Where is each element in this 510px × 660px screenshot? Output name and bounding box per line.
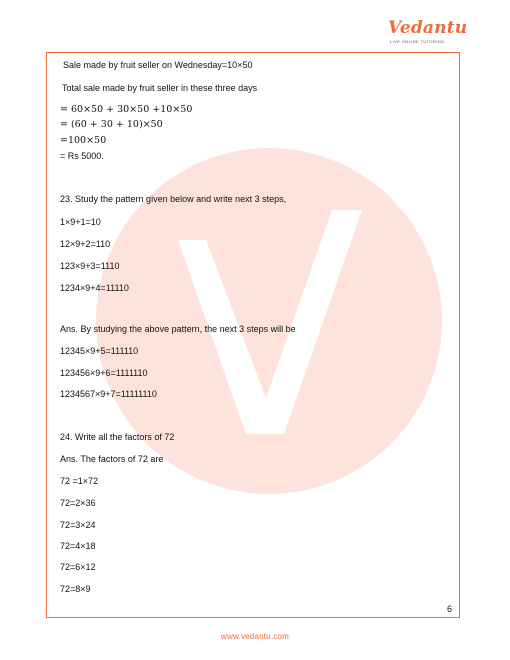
factor-line-5: 72=6×12 xyxy=(60,562,96,572)
text-line-wednesday-sale: Sale made by fruit seller on Wednesday=10×50 xyxy=(63,60,253,70)
factor-line-2: 72=2×36 xyxy=(60,498,96,508)
logo-text: Vedantu xyxy=(388,18,468,38)
pattern-step-1: 1×9+1=10 xyxy=(60,217,101,227)
equation-line-result: = Rs 5000. xyxy=(60,151,104,161)
factor-line-1: 72 =1×72 xyxy=(60,476,99,486)
pattern-step-2: 12×9+2=110 xyxy=(60,239,111,249)
pattern-step-3: 123×9+3=1110 xyxy=(60,261,120,271)
text-line-total-sale: Total sale made by fruit seller in these three days xyxy=(62,83,258,93)
question-23: 23. Study the pattern given below and write next 3 steps, xyxy=(60,194,287,204)
factor-line-6: 72=8×9 xyxy=(60,584,91,594)
pattern-step-6: 123456×9+6=1111110 xyxy=(60,368,148,378)
question-24: 24. Write all the factors of 72 xyxy=(60,432,175,442)
pattern-step-5: 12345×9+5=111110 xyxy=(60,346,139,356)
answer-23: Ans. By studying the above pattern, the next 3 steps will be xyxy=(60,324,296,334)
equation-line-3: =100×50 xyxy=(60,135,107,146)
pattern-step-4: 1234×9+4=11110 xyxy=(60,283,129,293)
equation-line-1: = 60×50 + 30×50 +10×50 xyxy=(60,104,193,115)
factor-line-3: 72=3×24 xyxy=(60,520,96,530)
logo-tagline: LIVE ONLINE TUTORING xyxy=(390,39,445,44)
factor-line-4: 72=4×18 xyxy=(60,541,96,551)
vedantu-logo xyxy=(388,18,468,48)
page-number: 6 xyxy=(447,604,453,614)
equation-line-2: = (60 + 30 + 10)×50 xyxy=(60,119,163,130)
footer-url[interactable]: www.vedantu.com xyxy=(221,632,289,641)
pattern-step-7: 1234567×9+7=11111110 xyxy=(60,389,157,399)
answer-24: Ans. The factors of 72 are xyxy=(60,454,164,464)
